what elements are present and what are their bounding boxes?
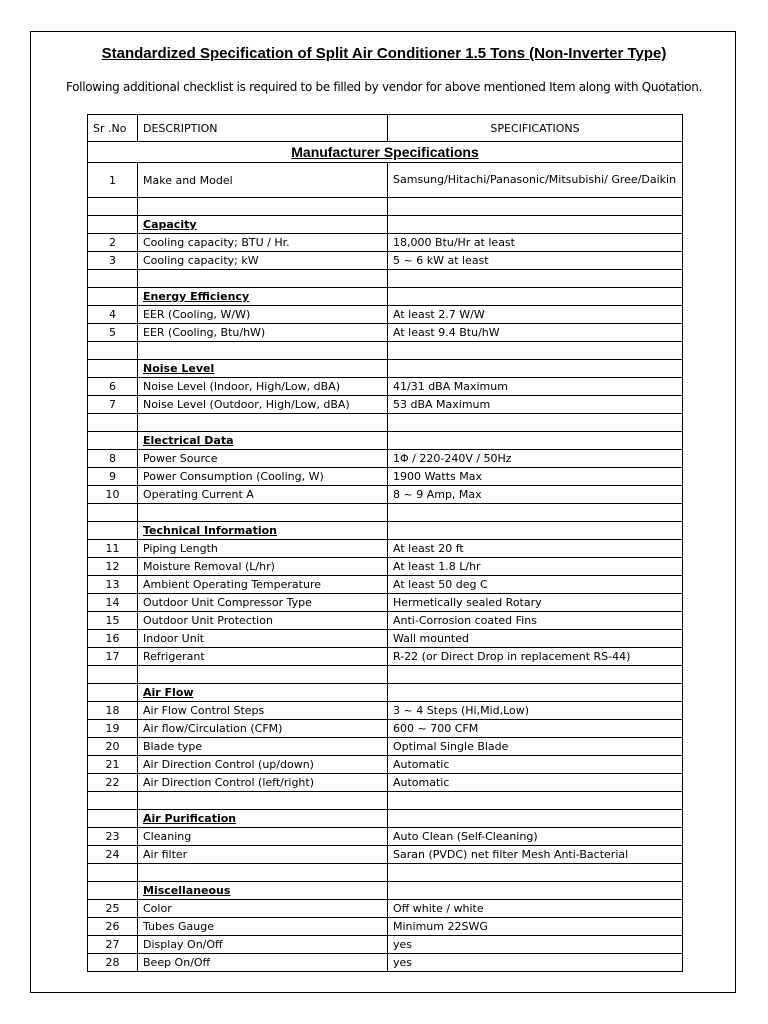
- blank-description: [138, 414, 388, 432]
- group-header-row: [88, 288, 683, 306]
- group-header-row: [88, 432, 683, 450]
- header-description: DESCRIPTION: [138, 115, 388, 142]
- group-spec-empty: [388, 810, 683, 828]
- group-title-cell: [138, 882, 388, 900]
- blank-specification: [388, 864, 683, 882]
- blank-specification: [388, 342, 683, 360]
- blank-sr: [88, 792, 138, 810]
- row-specification: 18,000 Btu/Hr at least: [388, 234, 683, 252]
- table-row: [88, 163, 683, 198]
- row-description: Air Direction Control (up/down): [138, 756, 388, 774]
- blank-specification: [388, 270, 683, 288]
- row-sr-no: 14: [88, 594, 138, 612]
- blank-description: [138, 864, 388, 882]
- blank-sr: [88, 342, 138, 360]
- table-row: [88, 648, 683, 666]
- table-row: [88, 720, 683, 738]
- group-sr-empty: [88, 810, 138, 828]
- specification-table: [87, 114, 683, 972]
- row-specification: Off white / white: [388, 900, 683, 918]
- row-specification: Auto Clean (Self-Cleaning): [388, 828, 683, 846]
- row-sr-no: 11: [88, 540, 138, 558]
- group-title: Air Flow: [143, 686, 194, 699]
- row-description: Color: [138, 900, 388, 918]
- row-sr-no: 23: [88, 828, 138, 846]
- row-description: Air filter: [138, 846, 388, 864]
- blank-specification: [388, 792, 683, 810]
- row-description: Indoor Unit: [138, 630, 388, 648]
- row-sr-no: 21: [88, 756, 138, 774]
- blank-row: [88, 342, 683, 360]
- blank-sr: [88, 666, 138, 684]
- row-specification: Optimal Single Blade: [388, 738, 683, 756]
- table-row: [88, 630, 683, 648]
- group-sr-empty: [88, 684, 138, 702]
- group-header-row: [88, 882, 683, 900]
- blank-sr: [88, 198, 138, 216]
- row-specification: 41/31 dBA Maximum: [388, 378, 683, 396]
- row-sr-no: 13: [88, 576, 138, 594]
- row-sr-no: 22: [88, 774, 138, 792]
- blank-sr: [88, 414, 138, 432]
- row-description: Make and Model: [138, 163, 388, 198]
- row-specification: Saran (PVDC) net filter Mesh Anti-Bacterial: [388, 846, 683, 864]
- row-description: Air flow/Circulation (CFM): [138, 720, 388, 738]
- group-title-cell: [138, 810, 388, 828]
- row-specification: 1900 Watts Max: [388, 468, 683, 486]
- row-specification: Minimum 22SWG: [388, 918, 683, 936]
- table-row: [88, 954, 683, 972]
- table-row: [88, 738, 683, 756]
- row-description: Cooling capacity; BTU / Hr.: [138, 234, 388, 252]
- group-sr-empty: [88, 360, 138, 378]
- table-row: [88, 612, 683, 630]
- row-description: Outdoor Unit Compressor Type: [138, 594, 388, 612]
- group-title: Energy Efficiency: [143, 290, 250, 303]
- section-title: Manufacturer Specifications: [88, 142, 683, 163]
- blank-description: [138, 198, 388, 216]
- blank-sr: [88, 270, 138, 288]
- blank-specification: [388, 414, 683, 432]
- table-row: [88, 702, 683, 720]
- row-sr-no: 20: [88, 738, 138, 756]
- table-row: [88, 486, 683, 504]
- group-header-row: [88, 810, 683, 828]
- blank-description: [138, 270, 388, 288]
- row-sr-no: 9: [88, 468, 138, 486]
- group-spec-empty: [388, 360, 683, 378]
- group-title: Air Purification: [143, 812, 237, 825]
- group-sr-empty: [88, 432, 138, 450]
- blank-description: [138, 666, 388, 684]
- group-sr-empty: [88, 522, 138, 540]
- group-header-row: [88, 684, 683, 702]
- row-specification: yes: [388, 954, 683, 972]
- blank-description: [138, 342, 388, 360]
- row-specification: 53 dBA Maximum: [388, 396, 683, 414]
- group-spec-empty: [388, 288, 683, 306]
- row-specification: 8 ~ 9 Amp, Max: [388, 486, 683, 504]
- specification-table-body: [88, 115, 683, 972]
- section-header-row: [88, 142, 683, 163]
- group-title-cell: [138, 432, 388, 450]
- row-specification: Wall mounted: [388, 630, 683, 648]
- group-sr-empty: [88, 288, 138, 306]
- table-row: [88, 594, 683, 612]
- row-specification: Samsung/Hitachi/Panasonic/Mitsubishi/ Gree/Daikin: [388, 163, 683, 198]
- group-title: Electrical Data: [143, 434, 234, 447]
- blank-row: [88, 864, 683, 882]
- blank-description: [138, 504, 388, 522]
- group-title-cell: [138, 288, 388, 306]
- table-row: [88, 846, 683, 864]
- table-row: [88, 558, 683, 576]
- table-row: [88, 234, 683, 252]
- row-description: Blade type: [138, 738, 388, 756]
- row-specification: 3 ~ 4 Steps (Hi,Mid,Low): [388, 702, 683, 720]
- row-description: Display On/Off: [138, 936, 388, 954]
- row-sr-no: 25: [88, 900, 138, 918]
- row-description: Moisture Removal (L/hr): [138, 558, 388, 576]
- group-title: Capacity: [143, 218, 197, 231]
- group-header-row: [88, 216, 683, 234]
- row-specification: At least 9.4 Btu/hW: [388, 324, 683, 342]
- row-specification: At least 1.8 L/hr: [388, 558, 683, 576]
- header-specifications: SPECIFICATIONS: [388, 115, 683, 142]
- table-row: [88, 450, 683, 468]
- blank-row: [88, 198, 683, 216]
- blank-row: [88, 792, 683, 810]
- row-specification: R-22 (or Direct Drop in replacement RS-44): [388, 648, 683, 666]
- row-sr-no: 12: [88, 558, 138, 576]
- group-spec-empty: [388, 522, 683, 540]
- row-sr-no: 6: [88, 378, 138, 396]
- row-sr-no: 5: [88, 324, 138, 342]
- group-header-row: [88, 522, 683, 540]
- table-row: [88, 468, 683, 486]
- row-specification: At least 2.7 W/W: [388, 306, 683, 324]
- table-row: [88, 936, 683, 954]
- row-description: EER (Cooling, Btu/hW): [138, 324, 388, 342]
- group-title-cell: [138, 216, 388, 234]
- row-sr-no: 17: [88, 648, 138, 666]
- row-sr-no: 19: [88, 720, 138, 738]
- group-title: Miscellaneous: [143, 884, 231, 897]
- row-sr-no: 4: [88, 306, 138, 324]
- group-sr-empty: [88, 216, 138, 234]
- row-description: Piping Length: [138, 540, 388, 558]
- row-sr-no: 26: [88, 918, 138, 936]
- row-description: Ambient Operating Temperature: [138, 576, 388, 594]
- row-specification: 1Φ / 220-240V / 50Hz: [388, 450, 683, 468]
- table-row: [88, 828, 683, 846]
- row-specification: 5 ~ 6 kW at least: [388, 252, 683, 270]
- row-specification: 600 ~ 700 CFM: [388, 720, 683, 738]
- blank-specification: [388, 504, 683, 522]
- row-description: Operating Current A: [138, 486, 388, 504]
- row-specification: Anti-Corrosion coated Fins: [388, 612, 683, 630]
- document-title: Standardized Specification of Split Air Conditioner 1.5 Tons (Non-Inverter Type): [101, 45, 667, 62]
- table-row: [88, 756, 683, 774]
- table-row: [88, 576, 683, 594]
- table-header-row: [88, 115, 683, 142]
- table-row: [88, 918, 683, 936]
- row-description: Beep On/Off: [138, 954, 388, 972]
- row-specification: Hermetically sealed Rotary: [388, 594, 683, 612]
- group-title-cell: [138, 684, 388, 702]
- row-description: Power Consumption (Cooling, W): [138, 468, 388, 486]
- row-sr-no: 16: [88, 630, 138, 648]
- row-sr-no: 3: [88, 252, 138, 270]
- row-specification: Automatic: [388, 756, 683, 774]
- table-row: [88, 774, 683, 792]
- blank-specification: [388, 198, 683, 216]
- table-row: [88, 252, 683, 270]
- group-spec-empty: [388, 684, 683, 702]
- row-description: Power Source: [138, 450, 388, 468]
- blank-row: [88, 504, 683, 522]
- group-sr-empty: [88, 882, 138, 900]
- row-sr-no: 7: [88, 396, 138, 414]
- document-subtitle: Following additional checklist is required to be filled by vendor for above mentioned Item along with Quotation.: [65, 80, 703, 94]
- blank-sr: [88, 864, 138, 882]
- blank-specification: [388, 666, 683, 684]
- row-description: Air Direction Control (left/right): [138, 774, 388, 792]
- row-sr-no: 1: [88, 163, 138, 198]
- group-spec-empty: [388, 882, 683, 900]
- table-row: [88, 900, 683, 918]
- group-title-cell: [138, 522, 388, 540]
- row-description: EER (Cooling, W/W): [138, 306, 388, 324]
- row-sr-no: 28: [88, 954, 138, 972]
- row-sr-no: 8: [88, 450, 138, 468]
- table-row: [88, 396, 683, 414]
- row-sr-no: 18: [88, 702, 138, 720]
- row-sr-no: 15: [88, 612, 138, 630]
- row-sr-no: 27: [88, 936, 138, 954]
- row-description: Outdoor Unit Protection: [138, 612, 388, 630]
- blank-row: [88, 414, 683, 432]
- blank-description: [138, 792, 388, 810]
- group-title: Technical Information: [143, 524, 277, 537]
- table-row: [88, 306, 683, 324]
- table-row: [88, 540, 683, 558]
- row-description: Tubes Gauge: [138, 918, 388, 936]
- row-sr-no: 2: [88, 234, 138, 252]
- blank-row: [88, 666, 683, 684]
- header-sr-no: Sr .No: [88, 115, 138, 142]
- group-title: Noise Level: [143, 362, 215, 375]
- row-description: Noise Level (Indoor, High/Low, dBA): [138, 378, 388, 396]
- row-description: Cleaning: [138, 828, 388, 846]
- blank-sr: [88, 504, 138, 522]
- row-specification: At least 50 deg C: [388, 576, 683, 594]
- group-spec-empty: [388, 432, 683, 450]
- row-sr-no: 10: [88, 486, 138, 504]
- group-header-row: [88, 360, 683, 378]
- table-row: [88, 378, 683, 396]
- row-description: Noise Level (Outdoor, High/Low, dBA): [138, 396, 388, 414]
- row-description: Air Flow Control Steps: [138, 702, 388, 720]
- row-specification: yes: [388, 936, 683, 954]
- row-description: Cooling capacity; kW: [138, 252, 388, 270]
- row-sr-no: 24: [88, 846, 138, 864]
- table-row: [88, 324, 683, 342]
- row-specification: At least 20 ft: [388, 540, 683, 558]
- row-description: Refrigerant: [138, 648, 388, 666]
- group-spec-empty: [388, 216, 683, 234]
- blank-row: [88, 270, 683, 288]
- group-title-cell: [138, 360, 388, 378]
- row-specification: Automatic: [388, 774, 683, 792]
